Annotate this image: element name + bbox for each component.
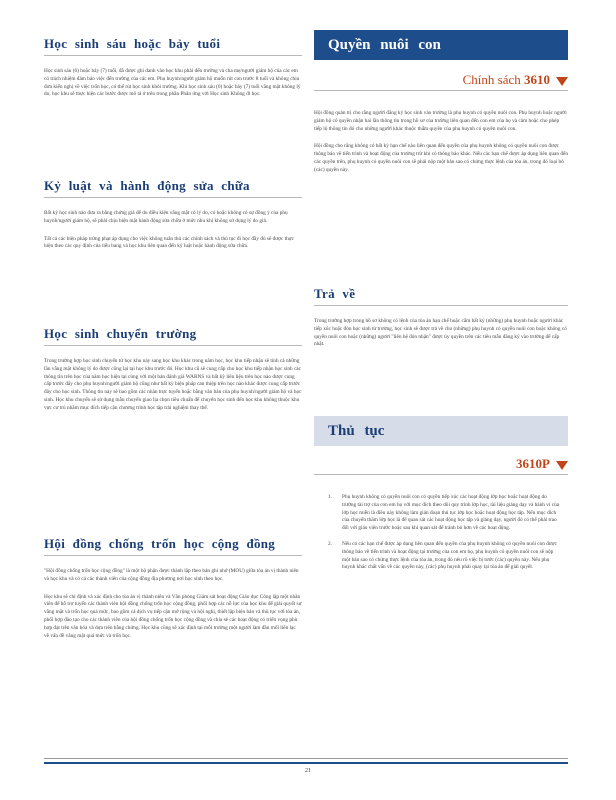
section-body-transfer: Trong trường hợp học sinh chuyển từ học khu này sang học khu khác trong năm học, học khu tiếp nhận sẽ tính cả những lần vắng mặt không lý do được công lại tại học khu trước đó. Học khu cũ sẽ cung cấp cho học khu tiếp nhận học sinh các thông tin trên học của năm học hiện tại cùng với một bản đánh giá WARNS và bất kỳ liên liệu trên học nào được cung cấp trước đây cho phụ huynh/người giám hộ cũng như bất kỳ biện pháp can thiệp trên học nào khác được cung cấp trước đây cho học sinh. Thông tin này sẽ bao gồm các nhân trực tuyến hoặc bằng văn bản của phụ huynh/người giám hộ và học sinh. Học khu chuyển sẽ sử dụng mẫu chuyển giao lịa chọn tiêu chuẩn để chuyển học sinh đến học khu không thuộc khu vực cư trú nhằm mục đích tiếp cận chương trình học tập trải nghiệm thay thế. [44, 358, 302, 411]
procedure-number: 3610P [516, 456, 550, 471]
list-item [328, 494, 560, 533]
procedure-list [328, 494, 560, 572]
banner-custody: Quyền nuôi con [314, 30, 568, 60]
footer-rule-thin [44, 758, 568, 759]
list-item [328, 541, 560, 572]
section-body-discipline-2: Tất cả các biện pháp trừng phạt áp dụng cho việc không tuân thủ các chính sách và thủ tục đi học đầy đủ sẽ được thực hiện theo các quy định của tiểu bang và học khu liên quan đến kỷ luật hoặc hành động sửa chữa. [44, 235, 294, 250]
section-title-discipline: Kỷ luật và hành động sửa chữa [44, 178, 302, 198]
list-item-number: 1. [328, 494, 332, 500]
banner-procedure: Thủ tục [314, 416, 568, 446]
section-body-age-6-7: Học sinh sáu (6) hoặc bảy (7) tuổi, đã được ghi danh vào học khu phải đến trường và cha mẹ/người giám hộ của các em có trách nhiệm đảm bảo việc đến trường của các em. Phụ huynh/người giám hộ muốn rút con trước 8 tuổi và không chịu đơn kiến nghị về việc trốn học, có thể rút học sinh khỏi trường. Khi học sinh sáu (6) hoặc bảy (7) tuổi vắng mặt không lý do, học khu sẽ thực hiện các bước được mô tả ở trên trong phần Phân ứng với Học sinh Không đi học. [44, 68, 301, 98]
list-item-text: Phụ huynh không có quyền nuôi con có quyền tiếp xúc các hoạt động lớp học hoặc hoạt động do trường tài trợ của con em họ với mục đích theo dõi quy trình lớp học, tài liệu giảng dạy và hành vi của lớp học miễn là điều này không làm gián đoạn thủ tục lớp học hoặc hoạt động học tập. Nếu mục đích của chuyến thăm lớp học là để quan sát các hoạt động học tập và giảng dạy, người đó có thể phải trao đổi với giáo viên trước hoặc sau khi quan sát để tránh bỏ hơn về các hoạt động. [342, 494, 560, 532]
policy-label: Chính sách [462, 72, 521, 87]
section-body-community-board-2: Học khu sẽ chỉ định và xác định cho tòa án vị thành niên và Văn phòng Giám sát hoạt động Giáo dục Công lập một nhân viên để hỗ trợ tuyển các thành viên hội đồng chống trốn học cộng đồng, phối hợp các nỗ lực của học khu để giải quyết sự vắng mặt và trốn học quá mức, bao gồm cả dịch vụ tiếp cận mở rộng và hội nghị, thiết lập biện bản và thủ tục với tòa án, phối hợp đào tạo cho các thành viên của hội đồng chống trốn học cộng đồng và chia sẻ các hoạt động có triển vọng phù hợp đạt trên văn hóa và dựa trên bằng chứng. Học khu cũng sẽ xác định tại mỗi trường một người làm đầu mối liên lạc về vấn đề vắng mặt quá mức và trốn học. [44, 593, 302, 639]
triangle-down-icon [556, 461, 568, 470]
section-body-community-board-1: "Hội đồng chống trốn học cộng đồng" là một bộ phận được thành lập theo bản ghi nhớ (MOU) giữa tòa án vị thành niên và học khu và có cả các thành viên của cộng đồng địa phương nơi học sinh theo học. [44, 568, 299, 582]
procedure-header [314, 456, 568, 475]
policy-number: 3610 [524, 72, 550, 87]
list-item-text: Nếu có các hạn chế được áp dụng liên quan đến quyền của phụ huynh không có quyền nuôi con được thông báo về tiến trình và hoạt động tại trường của con em họ, phụ huynh có quyền nuôi con sẽ nộp một bản sao có chứng thực lệnh của tòa án, trong đó nêu rõ việc bị tước (các) quyền này. Nếu phụ huynh khác chất vấn về các quyền này, (các) phụ huynh phải quay lại tòa án để giải quyết. [342, 540, 557, 571]
procedure-list-wrap [328, 494, 560, 580]
custody-para-2: Hội đồng cho rằng không có bất kỳ hạn chế nào liên quan đến quyền của phụ huynh không có quyền nuôi con được thông báo về tiến trình và hoạt động của trường trừ khi có thông báo khác. Nếu các hạn chế được áp dụng liên quan đến các quyền trên, phụ huynh có quyền nuôi con sẽ phải nộp một bản sao có chứng thực lệnh của tòa án, trong đó loại bỏ (các) quyền này. [314, 143, 568, 173]
section-body-discipline-1: Bất kỳ học sinh nào đưa ra bằng chứng giả để du điều kiện vắng mặt có lý do, có hoặc không có sự đồng ý của phụ huynh/người giám hộ, sẽ phải chịu biện mặt hành động sửa chữa ở mức nhu khi không sử dụng lý do giả. [44, 210, 288, 224]
triangle-down-icon [556, 77, 568, 86]
section-body-return: Trong trường hợp trong hồ sơ không có lệnh của tòa án hạn chế hoặc cấm bất kỳ (những) phụ huynh hoặc người khác tiếp xúc hoặc đón học sinh từ trường, học sinh sẽ được trả về cho (những) phụ huynh có quyền nuôi con hoặc không có quyền nuôi con hoặc (những) người "liên hệ đón nhận" được ủy quyền trên các tiêu mẫu đăng ký vào trường để cấp nhật. [314, 318, 567, 348]
custody-body [314, 110, 568, 175]
section-title-return: Trả về [314, 286, 568, 306]
section-title-community-board: Hội đồng chống trốn học cộng đồng [44, 536, 302, 556]
custody-para-1: Hội đồng quản trị cho rằng người đăng ký học sinh vào trường là phụ huynh có quyền nuôi con. Phụ huynh hoặc người giám hộ có quyền nhận hai lần thông tin trong hồ sơ của trường liên quan đến con em của họ và cảm hoặc cho phép tiếp lộ thông tin đó cho những người khác thuộc thẩm quyền của phụ huynh có quyền nuôi con. [314, 110, 567, 132]
return-section [314, 286, 568, 349]
section-title-transfer: Học sinh chuyển trường [44, 326, 302, 346]
list-item-number: 2. [328, 540, 332, 547]
section-title-age-6-7: Học sinh sáu hoặc bảy tuổi [44, 36, 302, 56]
page-number: 21 [305, 768, 311, 774]
footer-rule-thick [44, 762, 568, 764]
policy-header [314, 72, 568, 91]
